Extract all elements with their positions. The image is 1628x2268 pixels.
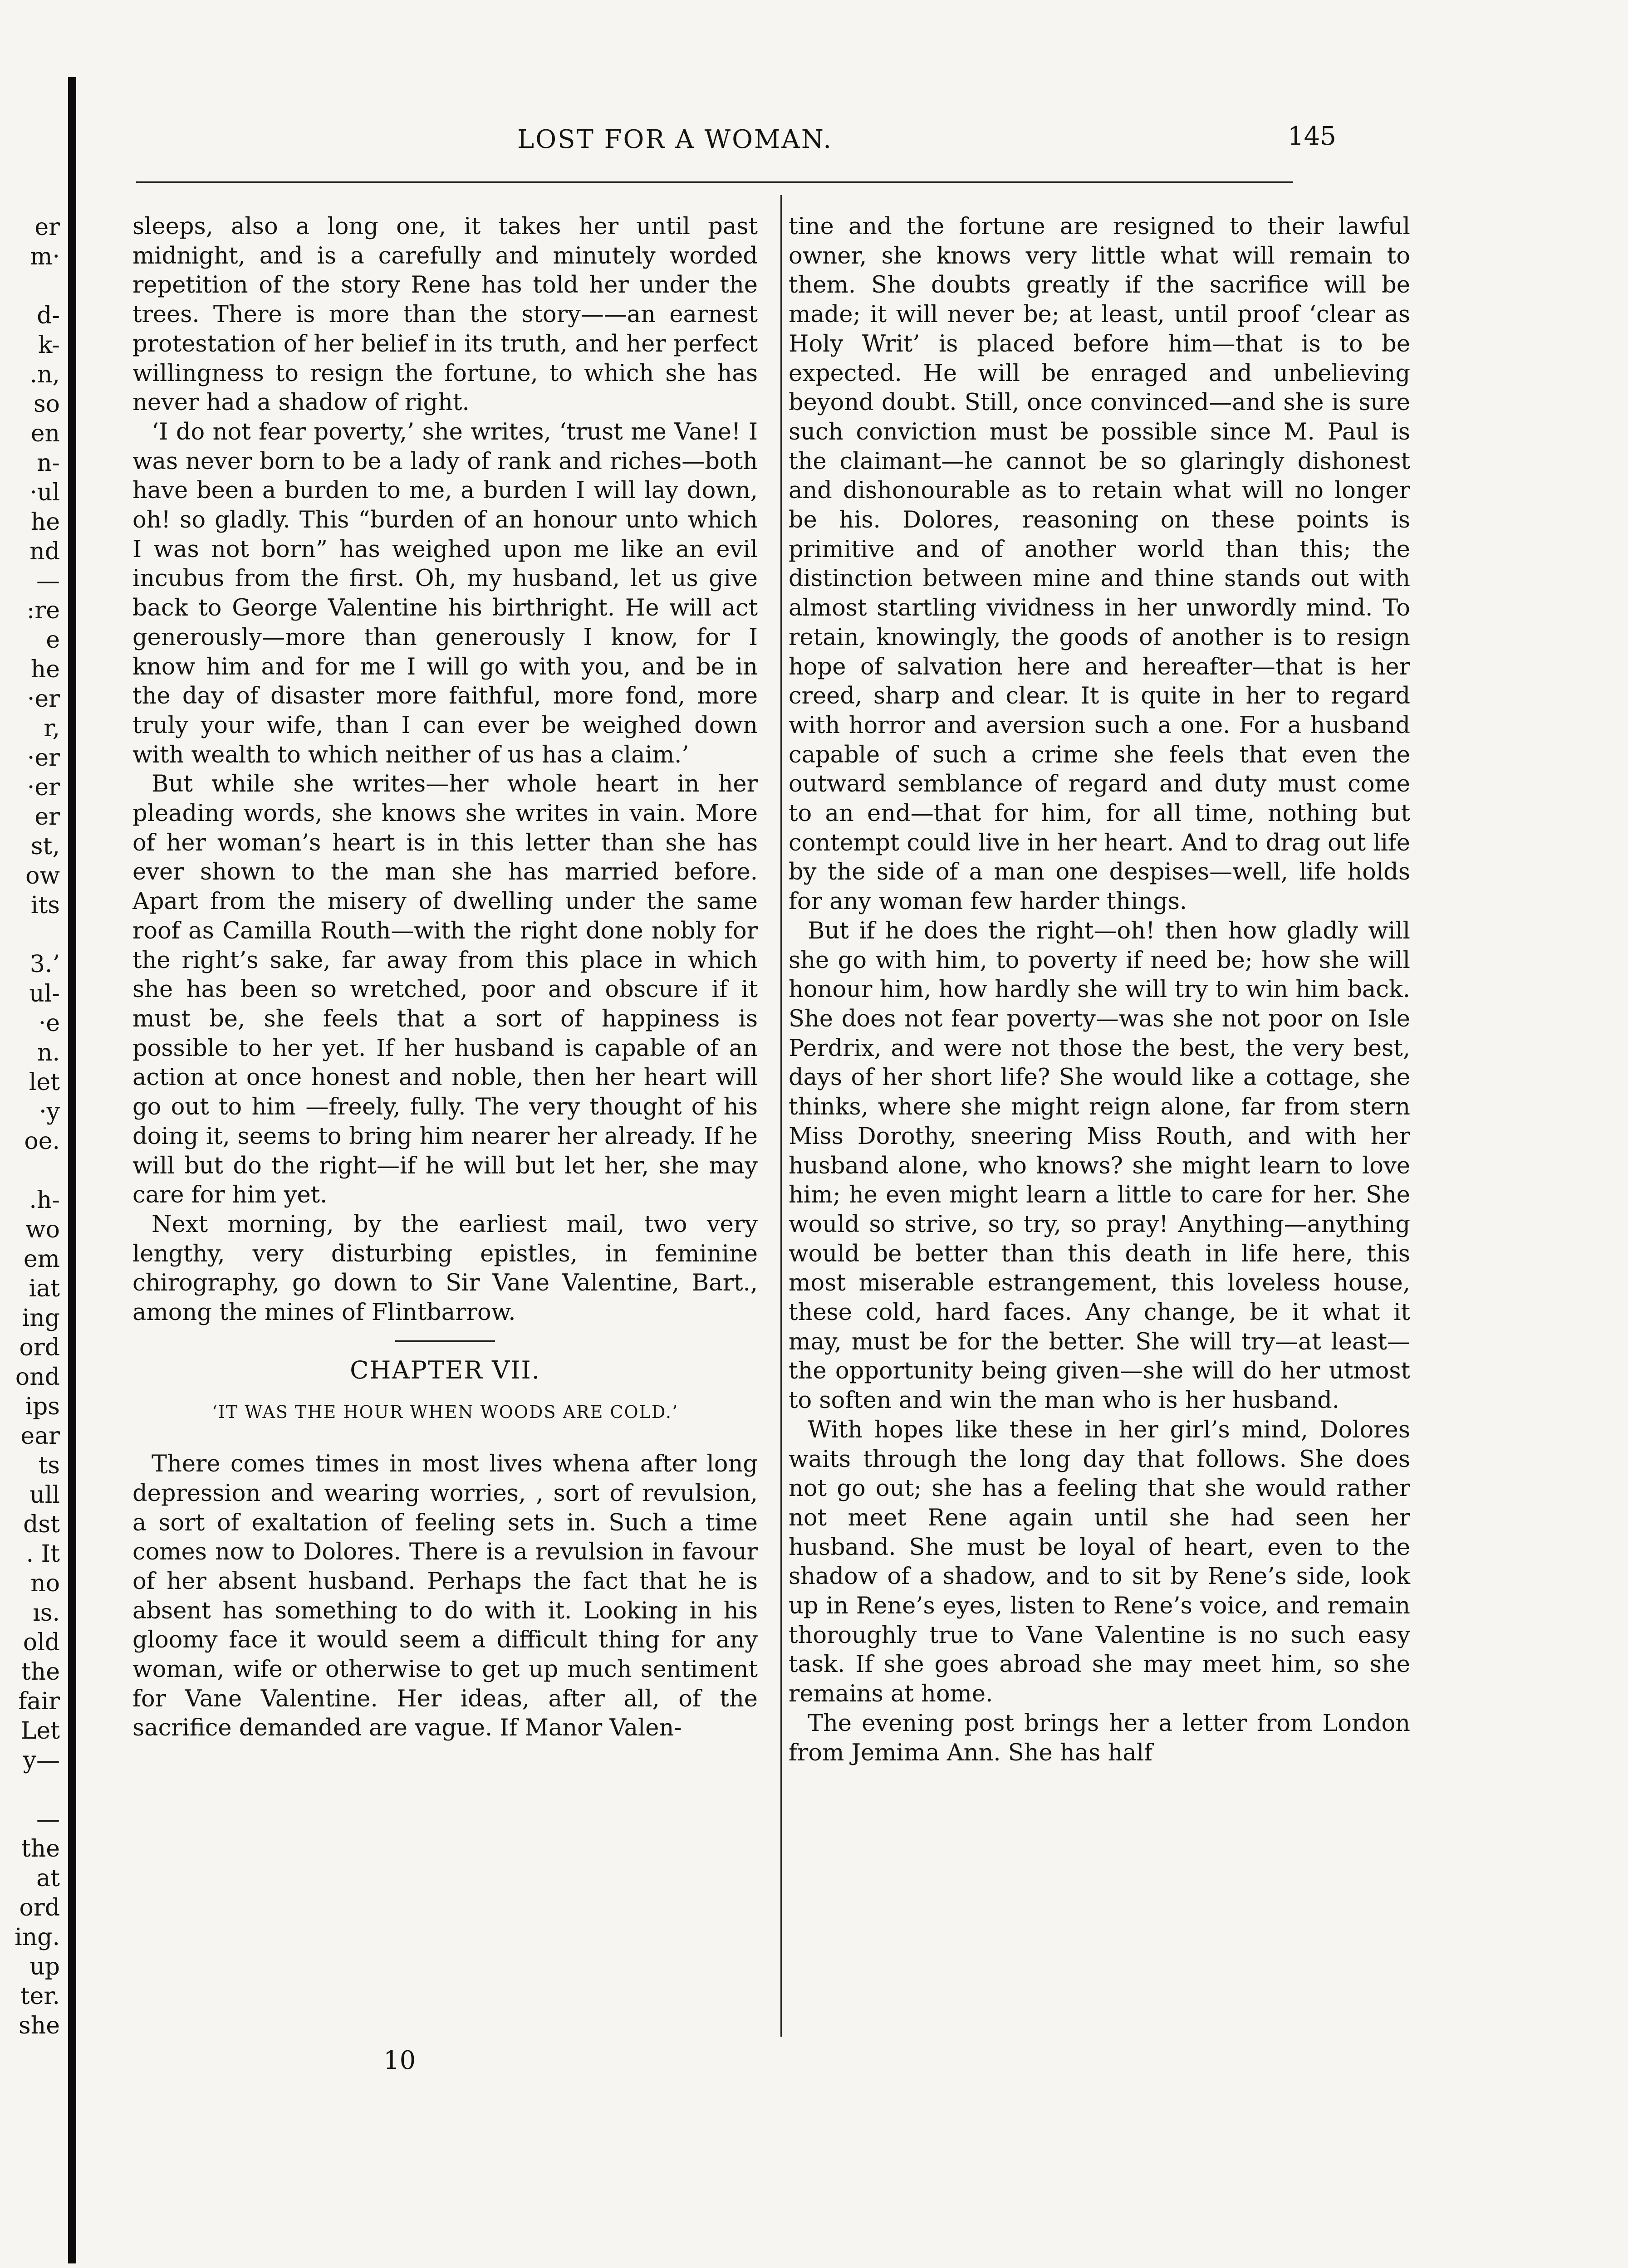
previous-page-fragment: m· <box>30 243 60 270</box>
previous-page-fragment: y— <box>23 1747 60 1774</box>
previous-page-fragment: 3.’ <box>29 951 60 978</box>
previous-page-fragment: ts <box>38 1452 60 1479</box>
previous-page-fragment: ear <box>20 1422 60 1450</box>
previous-page-fragment: up <box>29 1953 60 1980</box>
paragraph: ‘I do not fear poverty,’ she writes, ‘trust me Vane! I was never born to be a lady of rank and riches—both have been a burden to me, a burden I will lay down, oh! so gladly. This “burden of an honour unto which I was not born” has weighed upon me like an evil incubus from the first. Oh, my husband, let us give back to George Valentine his birthright. He will act generously—more than generously I know, for I know him and for me I will go with you, and be in the day of disaster more faithful, more fond, more truly your wife, than I can ever be weighed down with wealth to which neither of us has a claim.’ <box>132 418 758 768</box>
previous-page-fragment: ·er <box>27 774 60 801</box>
page-number: 145 <box>1288 122 1336 151</box>
previous-page-fragment: wo <box>25 1216 60 1243</box>
previous-page-fragment: .n, <box>29 361 60 388</box>
paragraph: sleeps, also a long one, it takes her until past midnight, and is a carefully and minutely worded repetition of the story Rene has told her under the trees. There is more than the story——an earnest protestation of her belief in its truth, and her perfect willingness to resign the fortune, to which she has never had a shadow of right. <box>132 213 758 416</box>
previous-page-fragment: ow <box>25 862 60 890</box>
previous-page-fragment: ul- <box>29 980 60 1007</box>
signature-mark: 10 <box>383 2046 416 2075</box>
previous-page-fragment: ıs. <box>33 1599 60 1627</box>
previous-page-fragment: en <box>30 420 60 447</box>
chapter-epigraph: ‘IT WAS THE HOUR WHEN WOODS ARE COLD.’ <box>211 1402 679 1422</box>
previous-page-fragment: she <box>19 2012 60 2039</box>
previous-page-fragment: ord <box>19 1894 60 1921</box>
previous-page-fragment: let <box>29 1069 60 1096</box>
previous-page-fragment: no <box>30 1570 60 1597</box>
previous-page-fragment: ·e <box>38 1010 60 1037</box>
previous-page-fragment: ing <box>22 1305 60 1332</box>
previous-page-fragment: . It <box>26 1540 60 1568</box>
previous-page-fragment: — <box>36 1806 60 1833</box>
previous-page-fragment: n. <box>37 1039 60 1066</box>
paragraph: There comes times in most lives whena after long depression and wearing worries, , sort of revulsion, a sort of exaltation of feeling sets in. Such a time comes now to Dolores. There is a revulsion in favour of her absent husband. Perhaps the fact that he is absent has something to do with it. Looking in his gloomy face it would seem a difficult thing for any woman, wife or otherwise to get up much sentiment for Vane Valentine. Her ideas, after all, of the sacrifice demanded are vague. If Manor Valen- <box>132 1451 758 1742</box>
paragraph: tine and the fortune are resigned to their lawful owner, she knows very little what will remain to them. She doubts greatly if the sacrifice will be made; it will never be; at least, until proof ‘clear as Holy Writ’ is placed before him—that is to be expected. He will be enraged and unbelieving beyond doubt. Still, once convinced—and she is sure such conviction must be possible since M. Paul is the claimant—he cannot be so glaringly dishonest and dishonourable as to retain what will no longer be his. Dolores, reasoning on these points is primitive and of another world than this; the distinction between mine and thine stands out with almost startling vividness in her unwordly mind. To retain, knowingly, the goods of another is to resign hope of salvation here and hereafter—that is her creed, sharp and clear. It is quite in her to regard with horror and aversion such a one. For a husband capable of such a crime she feels that even the outward semblance of regard and duty must come to an end—that for him, for all time, nothing but contempt could live in her heart. And to drag out life by the side of a man one despises—well, life holds for any woman few harder things. <box>789 213 1410 915</box>
previous-page-fragment: so <box>34 391 60 418</box>
previous-page-fragment: ond <box>15 1364 60 1391</box>
previous-page-fragment: he <box>30 656 60 683</box>
paragraph: Next morning, by the earliest mail, two very lengthy, very disturbing epistles, in feminine chirography, go down to Sir Vane Valentine, Bart., among the mines of Flintbarrow. <box>132 1211 758 1326</box>
previous-page-fragment: ull <box>29 1481 60 1509</box>
previous-page-fragment: he <box>30 508 60 536</box>
previous-page-fragment: ·ul <box>29 479 60 506</box>
previous-page-fragment: ips <box>25 1393 60 1420</box>
previous-page-fragment: the <box>21 1835 60 1862</box>
previous-page-fragment: ·y <box>39 1098 60 1125</box>
previous-page-fragment: ord <box>19 1334 60 1361</box>
previous-page-fragment: at <box>36 1865 60 1892</box>
previous-page-fragment: st, <box>30 833 60 860</box>
previous-page-fragment: r, <box>44 715 60 742</box>
paragraph: The evening post brings her a letter from London from Jemima Ann. She has half <box>789 1710 1410 1766</box>
previous-page-fragment: ing. <box>15 1924 60 1951</box>
previous-page-fragment: — <box>36 567 60 595</box>
previous-page-fragment: dst <box>23 1511 60 1538</box>
previous-page-fragment: n- <box>36 450 60 477</box>
previous-page-fragment: Let <box>20 1717 60 1745</box>
previous-page-fragment: e <box>46 626 60 654</box>
paragraph: But while she writes—her whole heart in her pleading words, she knows she writes in vain. More of her woman’s heart is in this letter than she has ever shown to the man she has married before. Apart from the misery of dwelling under the same roof as Camilla Routh—with the right done nobly for the right’s sake, far away from this place in which she has been so wretched, poor and obscure if it must be, she feels that a sort of happiness is possible to her yet. If her husband is capable of an action at once honest and noble, then her heart will go out to him —freely, fully. The very thought of his doing it, seems to bring him nearer her already. If he will but do the right—if he will but let her, she may care for him yet. <box>132 771 758 1209</box>
right-column <box>789 212 1410 1768</box>
previous-page-fragment: oe. <box>24 1128 60 1155</box>
header-rule <box>136 181 1293 183</box>
running-head: LOST FOR A WOMAN. <box>517 125 833 154</box>
previous-page-fragment: .h- <box>29 1187 60 1214</box>
previous-page-fragment: its <box>30 892 60 919</box>
chapter-rule <box>395 1340 495 1342</box>
previous-page-fragment: nd <box>29 538 60 565</box>
column-divider <box>780 195 782 2037</box>
previous-page-fragment: er <box>34 803 60 831</box>
binding-gutter <box>68 77 76 2263</box>
previous-page-fragment: fair <box>18 1688 60 1715</box>
previous-page-fragment: iat <box>29 1275 60 1302</box>
paragraph: With hopes like these in her girl’s mind, Dolores waits through the long day that follows. She does not go out; she has a feeling that she would rather not meet Rene again until she had seen her husband. She must be loyal of heart, even to the shadow of a shadow, and to sit by Rene’s side, look up in Rene’s eyes, listen to Rene’s voice, and remain thoroughly true to Vane Valentine is no such easy task. If she goes abroad she may meet him, so she remains at home. <box>789 1416 1410 1708</box>
previous-page-fragment: ·er <box>27 744 60 772</box>
previous-page-fragment: er <box>34 214 60 241</box>
previous-page-fragment: d- <box>37 302 60 329</box>
previous-page-fragment: :re <box>26 597 60 624</box>
previous-page-fragment: ter. <box>20 1983 60 2010</box>
left-column <box>132 212 758 1743</box>
previous-page-fragment: ·er <box>27 685 60 713</box>
previous-page-fragment: the <box>21 1658 60 1686</box>
previous-page-fragment: em <box>23 1246 60 1273</box>
chapter-title: CHAPTER VII. <box>350 1355 540 1384</box>
paragraph: But if he does the right—oh! then how gladly will she go with him, to poverty if need be; how she will honour him, how hardly she will try to win him back. She does not fear poverty—was she not poor on Isle Perdrix, and were not those the best, the very best, days of her short life? She would like a cottage, she thinks, where she might reign alone, far from stern Miss Dorothy, sneering Miss Routh, and with her husband alone, who knows? she might learn to love him; he even might learn a little to care for her. She would so strive, so try, so pray! Anything—anything would be better than this death in life here, this most miserable estrangement, this loveless house, these cold, hard faces. Any change, be it what it may, must be for the better. She will try—at least—the opportunity being given—she will do her utmost to soften and win the man who is her husband. <box>789 917 1410 1414</box>
previous-page-fragment: k- <box>38 332 60 359</box>
previous-page-fragment: old <box>23 1629 60 1656</box>
